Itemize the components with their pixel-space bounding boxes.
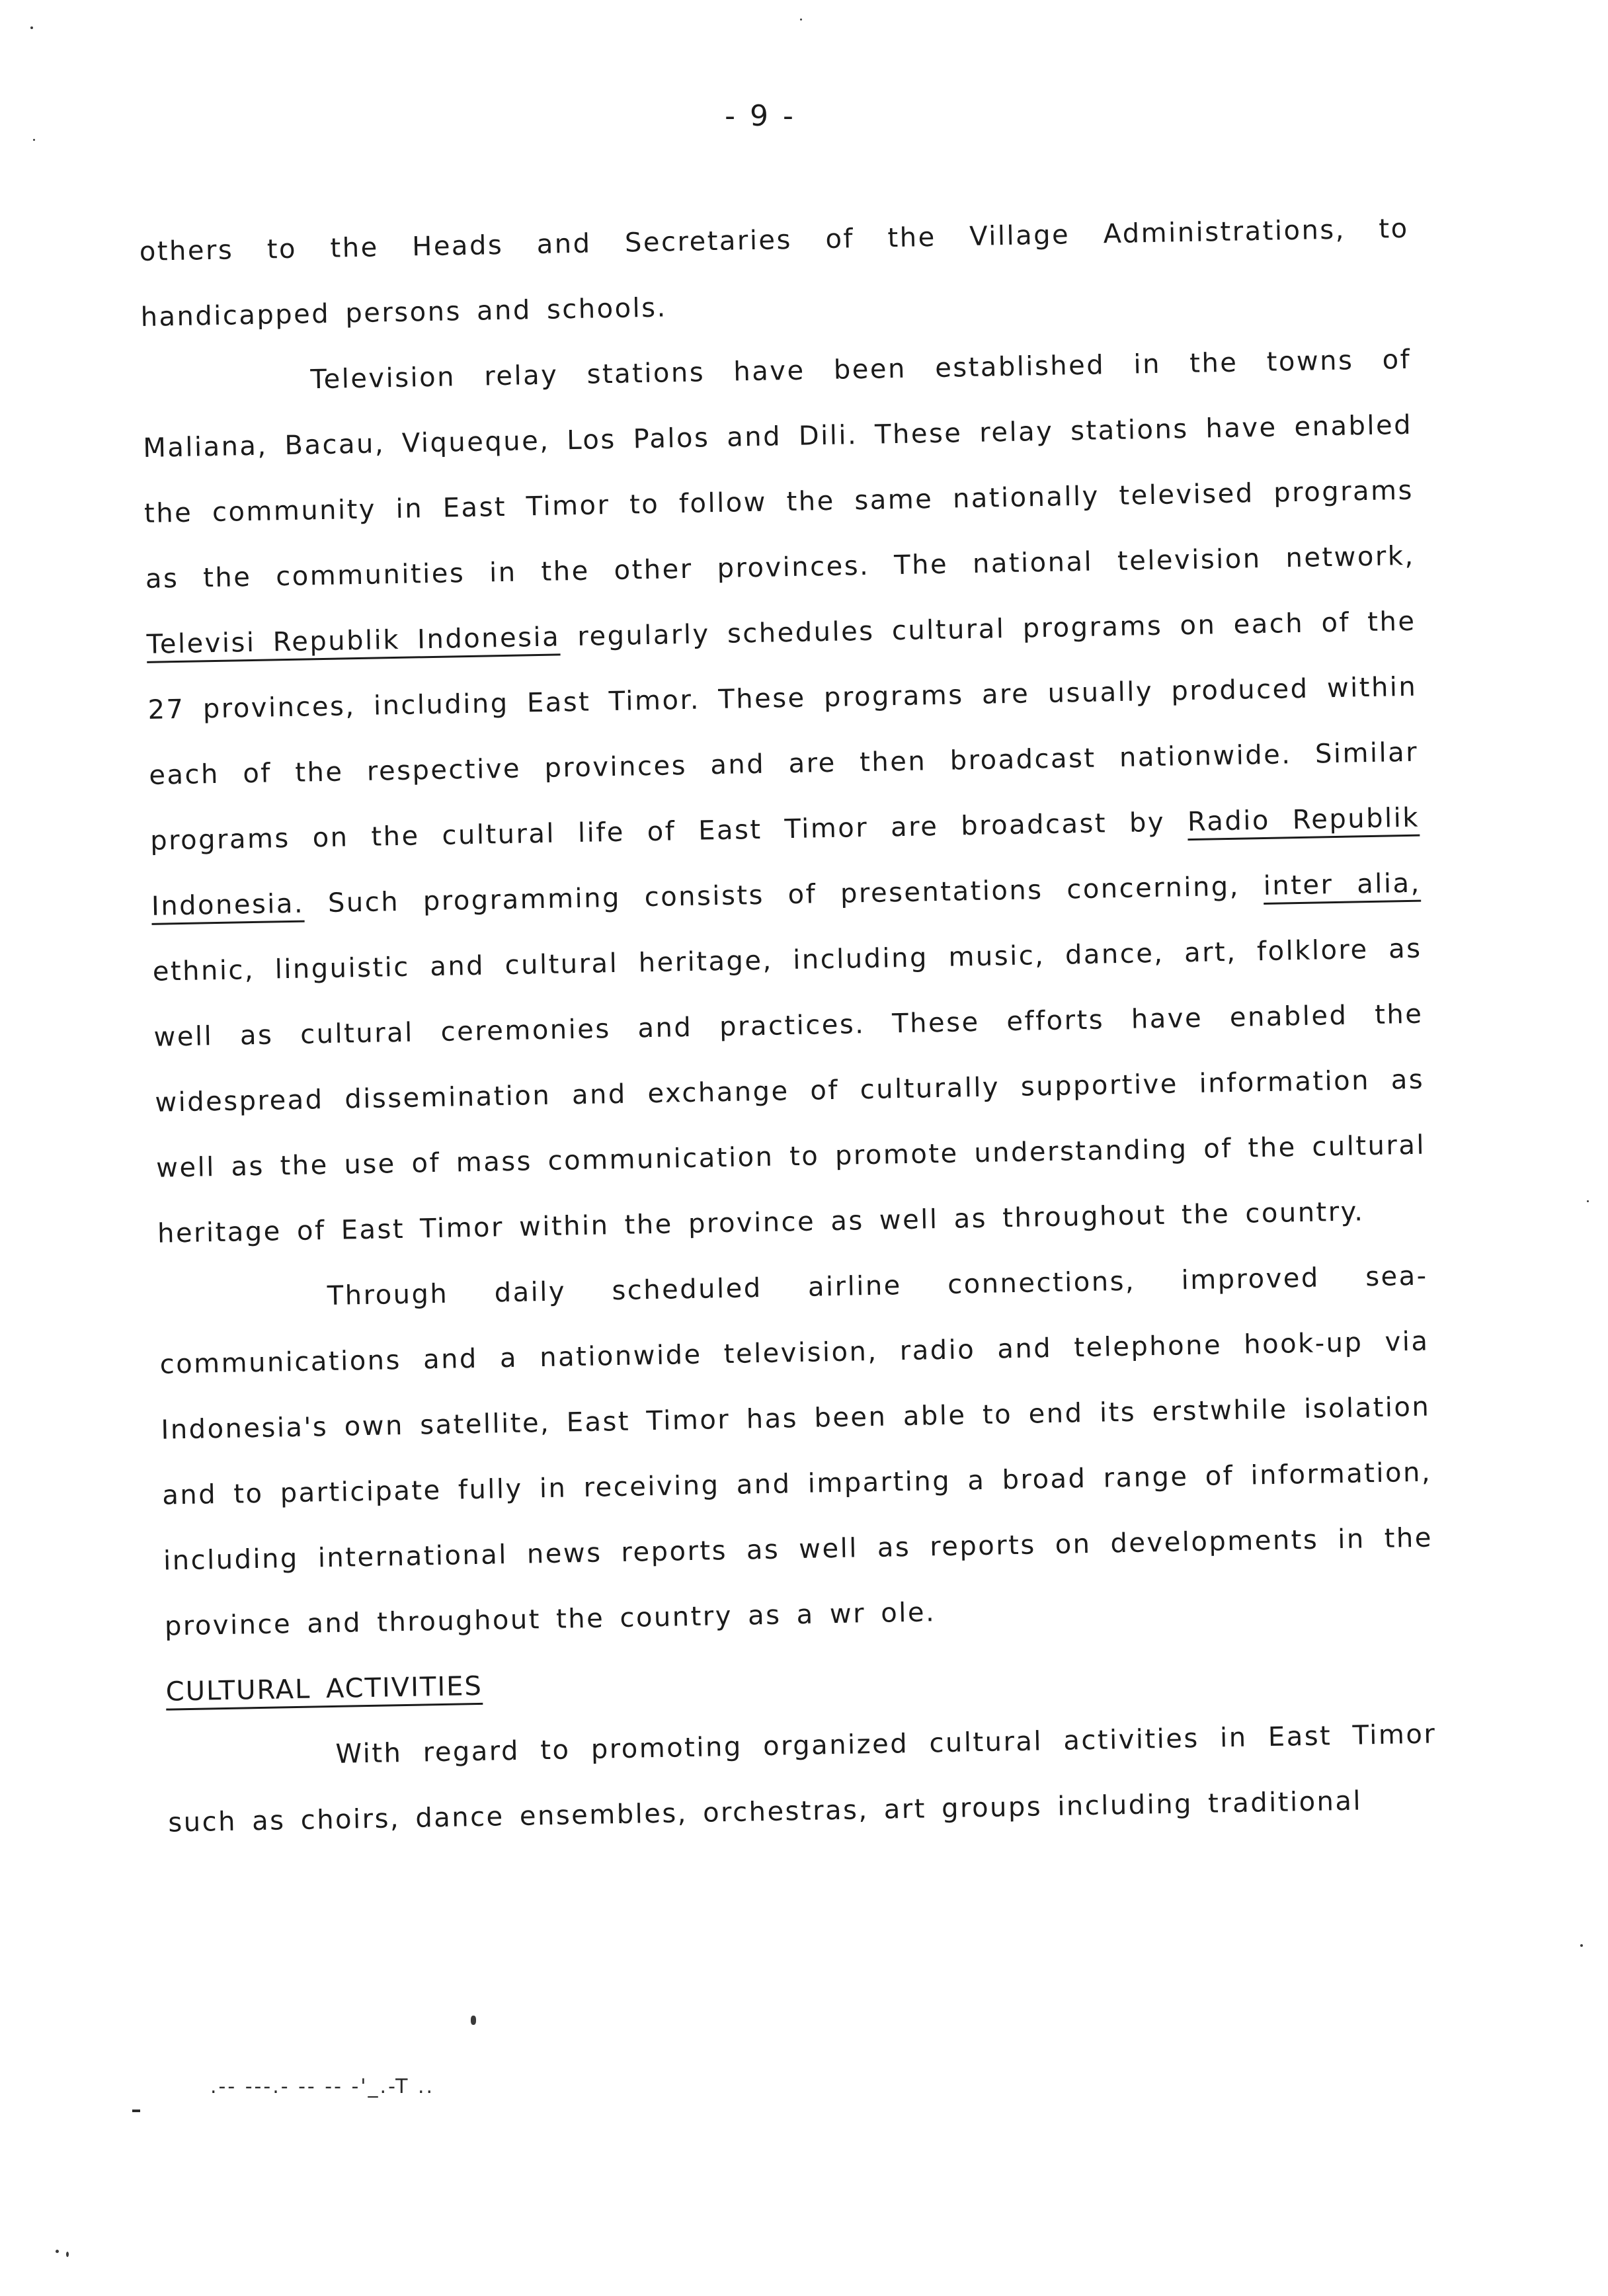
underlined-inter-alia: inter alia, — [1263, 868, 1422, 901]
page-number: - 9 - — [725, 99, 796, 133]
body-text — [139, 196, 1438, 1856]
paragraph-text: ethnic, linguistic and cultural heritage, including music, dance, art, folklore as well as cultural ceremonies and practices. These efforts have enabled the widespread dissemination and exchange of culturally supportive information as well as the use of mass communication to promote understanding of the cultural heritage of East Timor within the province as well as throughout the country. — [152, 933, 1426, 1249]
section-heading: CULTURAL ACTIVITIES — [165, 1670, 483, 1707]
paragraph-text: Such programming consists of presentations concerning, — [303, 871, 1264, 919]
scan-speck — [56, 2250, 59, 2253]
paragraph-cultural-activities: With regard to promoting organized cultural activities in East Timor such as choirs, dance ensembles, orchestras, art groups including traditional — [168, 1719, 1437, 1838]
scan-speck — [471, 2016, 476, 2025]
scan-speck — [33, 139, 35, 141]
underlined-network-name: Televisi Republik Indonesia — [146, 622, 561, 660]
scan-speck — [66, 2252, 69, 2257]
paragraph-communications: Through daily scheduled airline connections, improved sea-communications and a nationwide television, radio and telephone hook-up via Indonesia's own satellite, East Timor has been able to end its erstwhile isolation and to participate fully in receiving and imparting a broad range of information, including international news reports as well as reports on developments in the province and throughout the country as a wr ole. — [159, 1260, 1433, 1642]
scan-speck — [800, 19, 802, 20]
scan-line — [132, 2110, 140, 2112]
scan-speck — [1580, 1944, 1583, 1947]
paragraph-text: Television relay stations have been established in the towns of Maliana, Bacau, Viqueque, Los Palos and Dili. These relay stations have enabled the community in East Timor to follow the same nationally televised programs as the communities in the other provinces. The national television network, — [142, 344, 1416, 594]
underlined-radio-name: Radio Republik Indonesia. — [151, 802, 1420, 922]
scan-speck — [30, 26, 33, 29]
paragraph-continuation: others to the Heads and Secretaries of the Village Administrations, to handicapped persons and schools. — [139, 213, 1409, 333]
paragraph-text: regularly schedules cultural programs on each of the 27 provinces, including East Timor. These programs are usually produced within each of the respective provinces and are then broadcast nationwide. Similar programs on the cultural life of East Timor are broadcast by — [147, 606, 1419, 856]
scan-speck — [1587, 1200, 1589, 1202]
paragraph-television — [141, 327, 1427, 1267]
scan-dash-marks: .-- ---.- -- -- -'_.-T .. — [210, 2075, 435, 2098]
